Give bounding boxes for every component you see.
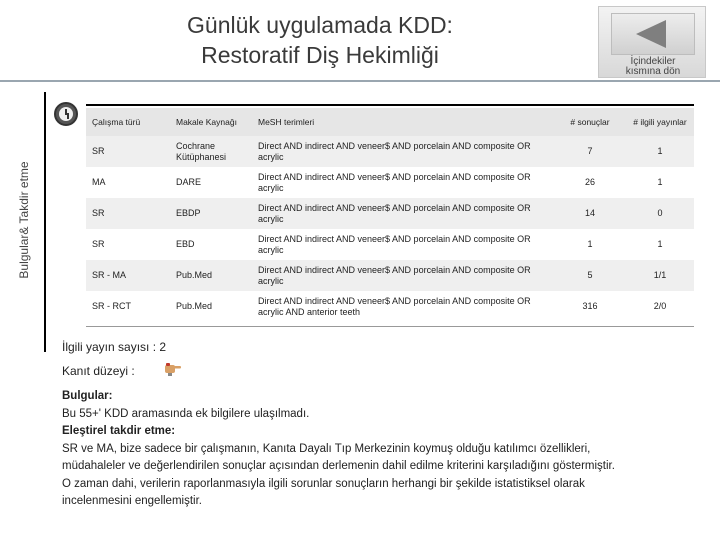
cell-results: 5 — [554, 260, 626, 291]
evidence-level-label: Kanıt düzeyi : — [62, 364, 135, 378]
cell-study-type: SR - RCT — [86, 291, 170, 322]
cell-source: EBDP — [170, 198, 252, 229]
cell-source: EBD — [170, 229, 252, 260]
section-vertical-label: Bulgular& Takdir etme — [17, 161, 31, 279]
table-bottom-rule — [86, 326, 694, 327]
col-header-mesh: MeSH terimleri — [252, 108, 554, 136]
relevant-count-value: 2 — [159, 340, 167, 354]
back-label-line-1: İçindekiler — [630, 56, 676, 67]
cell-source: Pub.Med — [170, 260, 252, 291]
cell-study-type: SR — [86, 229, 170, 260]
cell-source: Cochrane Kütüphanesi — [170, 136, 252, 167]
clock-icon — [54, 102, 78, 126]
col-header-relevant: # ilgili yayınlar — [626, 108, 694, 136]
findings-heading: Bulgular: — [62, 390, 113, 402]
cell-relevant: 0 — [626, 198, 694, 229]
cell-results: 316 — [554, 291, 626, 322]
back-label-line-2: kısmına dön — [625, 66, 681, 77]
search-results-table — [86, 108, 694, 322]
col-header-source: Makale Kaynağı — [170, 108, 252, 136]
cell-study-type: MA — [86, 167, 170, 198]
findings-line-1: Bu 55+' KDD aramasında ek bilgilere ulaşılmadı. — [62, 407, 310, 420]
back-to-contents-button[interactable] — [598, 6, 706, 78]
table-top-rule — [86, 104, 694, 106]
page-title — [150, 10, 490, 70]
cell-relevant: 1 — [626, 229, 694, 260]
cell-mesh: Direct AND indirect AND veneer$ AND porcelain AND composite OR acrylic — [252, 198, 554, 229]
cell-mesh: Direct AND indirect AND veneer$ AND porcelain AND composite OR acrylic — [252, 229, 554, 260]
col-header-study-type: Çalışma türü — [86, 108, 170, 136]
col-header-results: # sonuçlar — [554, 108, 626, 136]
title-line-1: Günlük uygulamada KDD: — [187, 12, 453, 38]
table-row — [86, 167, 694, 198]
cell-results: 14 — [554, 198, 626, 229]
cell-mesh: Direct AND indirect AND veneer$ AND porcelain AND composite OR acrylic — [252, 136, 554, 167]
appraisal-heading: Eleştirel takdir etme: — [62, 425, 176, 437]
cell-relevant: 1/1 — [626, 260, 694, 291]
title-line-2: Restoratif Diş Hekimliği — [201, 42, 439, 68]
cell-relevant: 1 — [626, 167, 694, 198]
cell-source: DARE — [170, 167, 252, 198]
findings-line-3: müdahaleler ve değerlendirilen sonuçlar açısından derlemenin dahil edilme kriterini karşıladığını göstermiştir. — [62, 460, 615, 472]
cell-results: 26 — [554, 167, 626, 198]
findings-line-5: incelenmesini engellemiştir. — [62, 495, 202, 507]
cell-study-type: SR — [86, 198, 170, 229]
cell-results: 7 — [554, 136, 626, 167]
relevant-count-label: İlgili yayın sayısı : — [62, 340, 157, 354]
findings-line-4: O zaman dahi, verilerin raporlanmasıyla ilgili sorunlar sonuçların herhangi bir şekilde istatistiksel olarak — [62, 477, 585, 490]
relevant-count — [62, 340, 166, 354]
table-header-row — [86, 108, 694, 136]
cell-relevant: 1 — [626, 136, 694, 167]
cell-study-type: SR - MA — [86, 260, 170, 291]
back-button-face[interactable] — [611, 13, 695, 55]
findings-section — [62, 388, 702, 511]
sidebar-divider — [44, 92, 46, 352]
hand-pointer-icon — [164, 360, 182, 376]
cell-study-type: SR — [86, 136, 170, 167]
table-row — [86, 198, 694, 229]
table-row — [86, 136, 694, 167]
cell-relevant: 2/0 — [626, 291, 694, 322]
cell-mesh: Direct AND indirect AND veneer$ AND porcelain AND composite OR acrylic — [252, 260, 554, 291]
evidence-level — [62, 364, 135, 378]
cell-source: Pub.Med — [170, 291, 252, 322]
cell-mesh: Direct AND indirect AND veneer$ AND porcelain AND composite OR acrylic AND anterior teeth — [252, 291, 554, 322]
header-divider — [0, 80, 720, 82]
cell-mesh: Direct AND indirect AND veneer$ AND porcelain AND composite OR acrylic — [252, 167, 554, 198]
back-arrow-icon — [636, 20, 666, 48]
table-row — [86, 229, 694, 260]
findings-line-2: SR ve MA, bize sadece bir çalışmanın, Kanıta Dayalı Tıp Merkezinin koymuş olduğu katılımcı özellikleri, — [62, 442, 591, 455]
back-button-label — [599, 57, 707, 77]
cell-results: 1 — [554, 229, 626, 260]
table-row — [86, 260, 694, 291]
table-row — [86, 291, 694, 322]
